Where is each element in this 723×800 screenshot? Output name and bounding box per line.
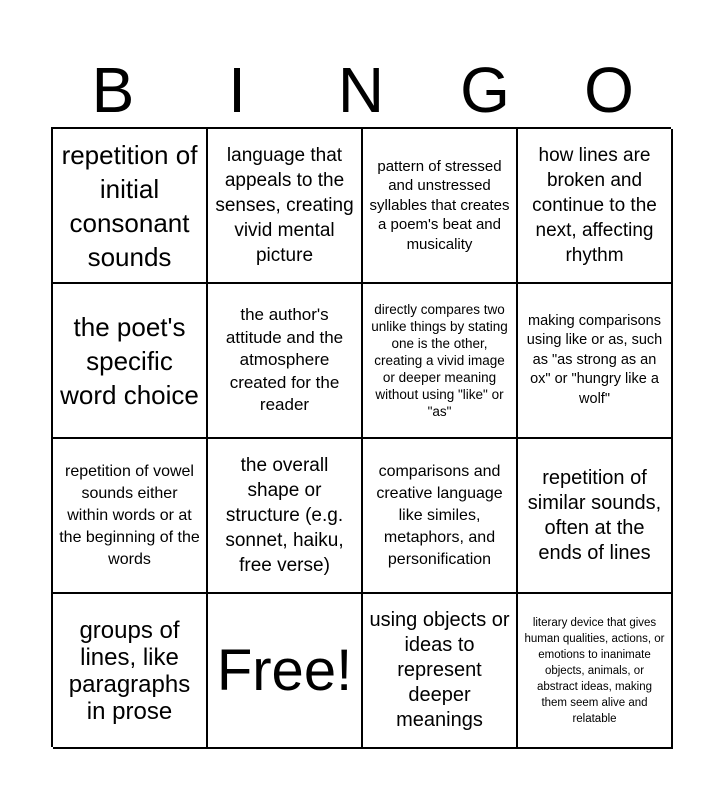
bingo-cell-text: how lines are broken and continue to the next, affecting rhythm [532, 145, 657, 266]
bingo-cell-text: directly compares two unlike things by stating one is the other, creating a vivid image or deeper meaning without using "like" or "as" [371, 302, 508, 419]
bingo-cell-text: repetition of similar sounds, often at the ends of lines [527, 466, 662, 564]
bingo-cell[interactable] [518, 594, 673, 749]
bingo-cell[interactable] [363, 439, 518, 594]
bingo-cell-text: using objects or ideas to represent deeper meanings [369, 609, 510, 731]
bingo-cell[interactable] [518, 284, 673, 439]
bingo-cell[interactable] [363, 129, 518, 284]
bingo-cell-text: the author's attitude and the atmosphere created for the reader [225, 305, 344, 415]
free-space-text: Free! [216, 637, 353, 703]
bingo-cell-text: repetition of vowel sounds either within words or at the beginning of the words [59, 462, 200, 568]
bingo-cell-text: making comparisons using like or as, such as "as strong as an ox" or "hungry like a wolf" [526, 312, 663, 407]
header-letter-g: G [460, 54, 510, 126]
header-letter-i: I [228, 54, 246, 126]
bingo-cell[interactable] [363, 284, 518, 439]
bingo-cell-text: repetition of initial consonant sounds [61, 139, 198, 272]
bingo-header [51, 52, 671, 128]
bingo-cell-text: language that appeals to the senses, creating vivid mental picture [215, 145, 354, 266]
bingo-cell[interactable] [53, 439, 208, 594]
bingo-cell[interactable] [518, 439, 673, 594]
bingo-cell[interactable] [53, 284, 208, 439]
bingo-card-grid [51, 127, 671, 747]
bingo-cell-text: the overall shape or structure (e.g. sonnet, haiku, free verse) [225, 455, 344, 576]
bingo-cell-text: groups of lines, like paragraphs in prose [68, 616, 191, 725]
header-letter-o: O [584, 54, 634, 126]
free-space-cell[interactable] [208, 594, 363, 749]
bingo-cell-text: pattern of stressed and unstressed syllables that creates a poem's beat and musicality [369, 157, 510, 253]
bingo-cell[interactable] [363, 594, 518, 749]
bingo-cell[interactable] [518, 129, 673, 284]
header-letter-n: N [337, 54, 385, 126]
bingo-cell[interactable] [53, 594, 208, 749]
bingo-cell[interactable] [208, 284, 363, 439]
bingo-cell-text: comparisons and creative language like similes, metaphors, and personification [376, 462, 503, 568]
bingo-cell[interactable] [208, 129, 363, 284]
bingo-cell[interactable] [208, 439, 363, 594]
header-letter-b: B [91, 54, 135, 126]
bingo-cell-text: the poet's specific word choice [60, 311, 199, 410]
bingo-cell-text: literary device that gives human qualities, actions, or emotions to inanimate objects, animals, or abstract ideas, making them seem alive and relatable [524, 616, 665, 725]
bingo-cell[interactable] [53, 129, 208, 284]
